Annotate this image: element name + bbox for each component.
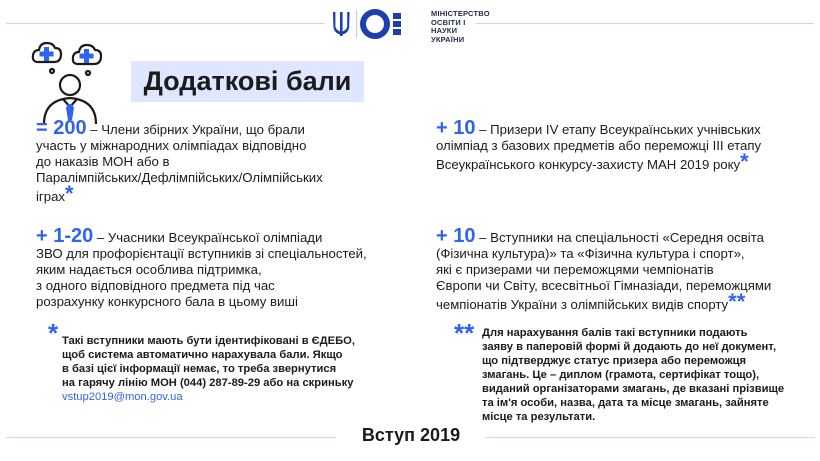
olympic-line3: до наказів МОН або в	[36, 154, 170, 169]
ministry-name	[431, 10, 490, 44]
note1-line2: щоб система автоматично нарахувала бали. Якщо	[62, 349, 343, 361]
sport-line3: які є призерами чи переможцями чемпіонатів	[436, 262, 714, 277]
sport-points: + 10	[436, 225, 476, 247]
note1-line1: Такі вступники мають бути ідентифіковані в ЄДЕБО,	[62, 335, 355, 347]
university-olympiad-block	[36, 225, 406, 310]
coat-of-arms-icon	[331, 6, 427, 42]
man-line2: олімпіад з базових предметів або переможці III етапу	[436, 138, 762, 153]
vuz-line5: розрахунку конкурсного бала в цьому виші	[36, 294, 298, 309]
sport-line2: (Фізична культура)» та «Фізична культура і спорт»,	[436, 246, 745, 261]
header-rule-left	[6, 23, 324, 24]
olympic-line5: іграх	[36, 189, 66, 204]
note2-line4: змагань. Це – диплом (грамота, сертифікат тощо),	[482, 369, 760, 381]
page-title: Додаткові бали	[143, 66, 352, 96]
ministry-logo	[331, 6, 490, 44]
header-rule-right	[476, 23, 814, 24]
man-prizewinners-block	[436, 117, 816, 174]
ministry-name-line1: МІНІСТЕРСТВО	[431, 9, 490, 18]
man-line1: – Призери IV етапу Всеукраїнських учнівських	[475, 122, 761, 137]
double-asterisk-mark: **	[728, 289, 746, 314]
sport-documents-note	[482, 326, 812, 424]
ministry-name-line2: ОСВІТИ І НАУКИ	[431, 17, 466, 35]
note2-line5: виданий організаторами змагань, де вказані прізвище	[482, 383, 785, 395]
vuz-line1: – Учасники Всеукраїнської олімпіади	[93, 230, 323, 245]
olympic-members-block	[36, 117, 406, 206]
note2-line6: та ім'я особи, назва, дата та місце змагань, зайняте	[482, 397, 769, 409]
olympic-line2: участь у міжнародних олімпіадах відповідно	[36, 138, 307, 153]
sport-champions-block	[436, 225, 816, 314]
person-with-medical-clouds-icon	[30, 38, 114, 124]
note2-line1: Для нарахування балів такі вступники подають	[482, 327, 748, 339]
olympic-line1: – Члени збірних України, що брали	[86, 122, 305, 137]
sport-line5: чемпіонатів України з олімпійських видів спорту	[436, 297, 729, 312]
asterisk-mark: *	[65, 181, 74, 206]
note1-line4: на гарячу лінію МОН (044) 287-89-29 або на скриньку	[62, 377, 354, 389]
note2-line7: місце та результати.	[482, 411, 596, 423]
edebo-note	[62, 334, 392, 404]
note-double-asterisk-marker: **	[454, 318, 475, 348]
note-asterisk-marker: *	[48, 318, 59, 348]
sport-line1: – Вступники на спеціальності «Середня освіта	[475, 230, 764, 245]
footer-title: Вступ 2019	[361, 425, 461, 445]
olympic-points: = 200	[36, 117, 87, 139]
ministry-name-line3: УКРАЇНИ	[431, 34, 465, 44]
man-line3: Всеукраїнського конкурсу-захисту МАН 2019 року	[436, 157, 741, 172]
sport-line4: Європи чи Світу, всесвітньої Гімназіади, переможцями	[436, 278, 772, 293]
man-points: + 10	[436, 117, 476, 139]
contact-email-link[interactable]: vstup2019@mon.gov.ua	[62, 391, 183, 403]
vuz-line2: ЗВО для профорієнтації вступників зі спеціальностей,	[36, 246, 367, 261]
olympic-line4: Паралімпійських/Дефлімпійських/Олімпійських	[36, 170, 323, 185]
note2-line3: що підтверджує статус призера або переможця	[482, 355, 747, 367]
vuz-points: + 1-20	[36, 225, 94, 247]
asterisk-mark: *	[740, 149, 749, 174]
note1-line3: в базі цієї інформації немає, то треба звернутися	[62, 363, 337, 375]
footer-rule-right	[485, 437, 815, 438]
vuz-line3: яким надається особлива підтримка,	[36, 262, 262, 277]
vuz-line4: з одного відповідного предмета під час	[36, 278, 275, 293]
note2-line2: заяву в паперовій формі й додають до неї документ,	[482, 341, 777, 353]
footer-rule-left	[6, 437, 336, 438]
